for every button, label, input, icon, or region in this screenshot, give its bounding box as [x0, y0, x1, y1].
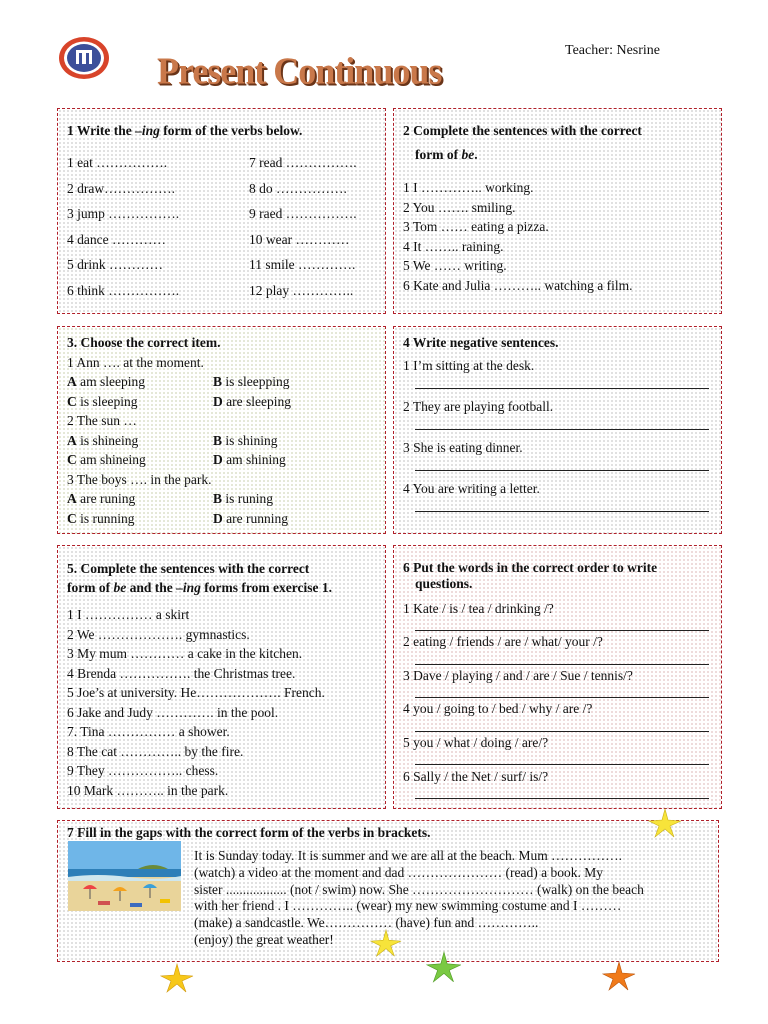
page-title: Present Continuous [157, 50, 442, 92]
list-item: 1 eat ……………. [67, 155, 168, 170]
exercise-1-right-list [249, 150, 357, 303]
answer-line[interactable] [415, 798, 709, 799]
list-item: 11 smile …………. [249, 257, 356, 272]
yellow-star-icon [648, 808, 682, 838]
list-item: 4 Brenda ……………. the Christmas tree. [67, 665, 296, 681]
exercise-5-heading: 5. Complete the sentences with the correct [67, 561, 310, 576]
option-row: A are runing B is runing [67, 491, 274, 506]
answer-line[interactable] [415, 630, 709, 631]
exercise-6-heading: 6 Put the words in the correct order to write [403, 560, 658, 575]
exercise-1-heading: 1 Write the –ing form of the verbs below. [67, 123, 303, 138]
answer-line[interactable] [415, 511, 709, 512]
option-row: A is shineing B is shining [67, 432, 278, 448]
answer-line[interactable] [415, 764, 709, 765]
exercise-3-box [57, 326, 386, 534]
exercise-2-heading: 2 Complete the sentences with the correct [403, 123, 642, 138]
option-row: C is sleeping D are sleeping [67, 393, 291, 409]
exercise-1-box [57, 108, 386, 314]
list-item: 1 Kate / is / tea / drinking /? [403, 601, 554, 616]
list-item: 7. Tina …………… a shower. [67, 724, 230, 739]
answer-line[interactable] [415, 664, 709, 665]
list-item: 1 I …………… a skirt [67, 607, 190, 622]
exercise-3-heading: 3. Choose the correct item. [67, 335, 221, 350]
paragraph-line: It is Sunday today. It is summer and we are all at the beach. Mum ……………. [194, 848, 623, 863]
list-item: 7 read ……………. [249, 155, 357, 170]
list-item: 4 You are writing a letter. [403, 481, 540, 496]
question-text: 2 The sun … [67, 413, 137, 428]
list-item: 1 I ………….. working. [403, 180, 534, 195]
option-row: A am sleeping B is sleepping [67, 374, 290, 389]
green-star-icon [426, 951, 462, 983]
exercise-2-list [403, 178, 632, 295]
beach-picture-icon [68, 841, 181, 911]
list-item: 4 It …….. raining. [403, 238, 504, 254]
list-item: 5 We …… writing. [403, 258, 507, 273]
list-item: 10 wear ………… [249, 231, 350, 247]
list-item: 6 Sally / the Net / surf/ is/? [403, 769, 549, 784]
list-item: 9 raed ……………. [249, 206, 357, 221]
paragraph-line: (enjoy) the great weather! [194, 931, 334, 947]
paragraph-line: with her friend . I ………….. (wear) my new swimming costume and I ……… [194, 898, 622, 914]
exercise-5-list [67, 605, 325, 800]
yellow-star-icon [370, 928, 402, 958]
exercise-7-text [194, 848, 644, 949]
paragraph-line: (make) a sandcastle. We…………… (have) fun and ………….. [194, 915, 539, 931]
answer-line[interactable] [415, 731, 709, 732]
answer-line[interactable] [415, 388, 709, 389]
exercise-3-content [67, 333, 291, 528]
list-item: 2 draw……………. [67, 180, 175, 196]
option-row: C am shineing D am shining [67, 452, 286, 467]
list-item: 5 drink ………… [67, 257, 163, 272]
list-item: 2 They are playing football. [403, 399, 554, 414]
list-item: 8 The cat ………….. by the fire. [67, 743, 244, 759]
list-item: 4 you / going to / bed / why / are /? [403, 701, 593, 716]
exercise-4-box [393, 326, 722, 534]
paragraph-line: sister .................. (not / swim) now. She ……………………… (walk) on the beach [194, 881, 644, 897]
list-item: 2 We ………………. gymnastics. [67, 626, 250, 642]
exercise-5-heading-line2: form of be and the –ing forms from exercise 1. [67, 580, 332, 595]
exercise-6-heading-line2: questions. [415, 576, 473, 591]
answer-line[interactable] [415, 470, 709, 471]
answer-line[interactable] [415, 429, 709, 430]
list-item: 9 They …………….. chess. [67, 763, 219, 778]
question-text: 1 Ann …. at the moment. [67, 354, 204, 370]
list-item: 10 Mark ……….. in the park. [67, 782, 229, 798]
exercise-1-left-list [67, 150, 179, 303]
exercise-2-box [393, 108, 722, 314]
exercise-6-box [393, 545, 722, 809]
list-item: 12 play ………….. [249, 282, 354, 298]
list-item: 3 My mum ………… a cake in the kitchen. [67, 646, 303, 661]
list-item: 6 Jake and Judy …………. in the pool. [67, 704, 279, 720]
list-item: 1 I’m sitting at the desk. [403, 358, 535, 373]
list-item: 3 She is eating dinner. [403, 440, 523, 455]
list-item: 8 do ……………. [249, 180, 347, 196]
list-item: 3 Dave / playing / and / are / Sue / tennis/? [403, 668, 633, 683]
exercise-5-box [57, 545, 386, 809]
question-text: 3 The boys …. in the park. [67, 471, 212, 487]
list-item: 6 think ……………. [67, 282, 180, 298]
list-item: 2 You ……. smiling. [403, 199, 516, 215]
exercise-2-heading-line2: form of be. [415, 147, 478, 162]
list-item: 5 Joe’s at university. He………………. French. [67, 685, 325, 700]
exercise-7-heading: 7 Fill in the gaps with the correct form of the verbs in brackets. [67, 825, 431, 840]
list-item: 2 eating / friends / are / what/ your /? [403, 634, 603, 649]
list-item: 3 Tom …… eating a pizza. [403, 219, 549, 234]
orange-star-icon [602, 960, 636, 992]
yellow-star-icon [160, 962, 194, 994]
school-logo-icon [58, 36, 110, 80]
exercise-4-heading: 4 Write negative sentences. [403, 335, 559, 350]
list-item: 5 you / what / doing / are/? [403, 735, 549, 750]
list-item: 4 dance ………… [67, 231, 166, 247]
list-item: 6 Kate and Julia ……….. watching a film. [403, 277, 633, 293]
answer-line[interactable] [415, 697, 709, 698]
list-item: 3 jump ……………. [67, 206, 180, 221]
option-row: C is running D are running [67, 510, 288, 526]
teacher-name: Teacher: Nesrine [565, 43, 661, 58]
paragraph-line: (watch) a video at the moment and dad ………………… (read) a book. My [194, 864, 604, 880]
